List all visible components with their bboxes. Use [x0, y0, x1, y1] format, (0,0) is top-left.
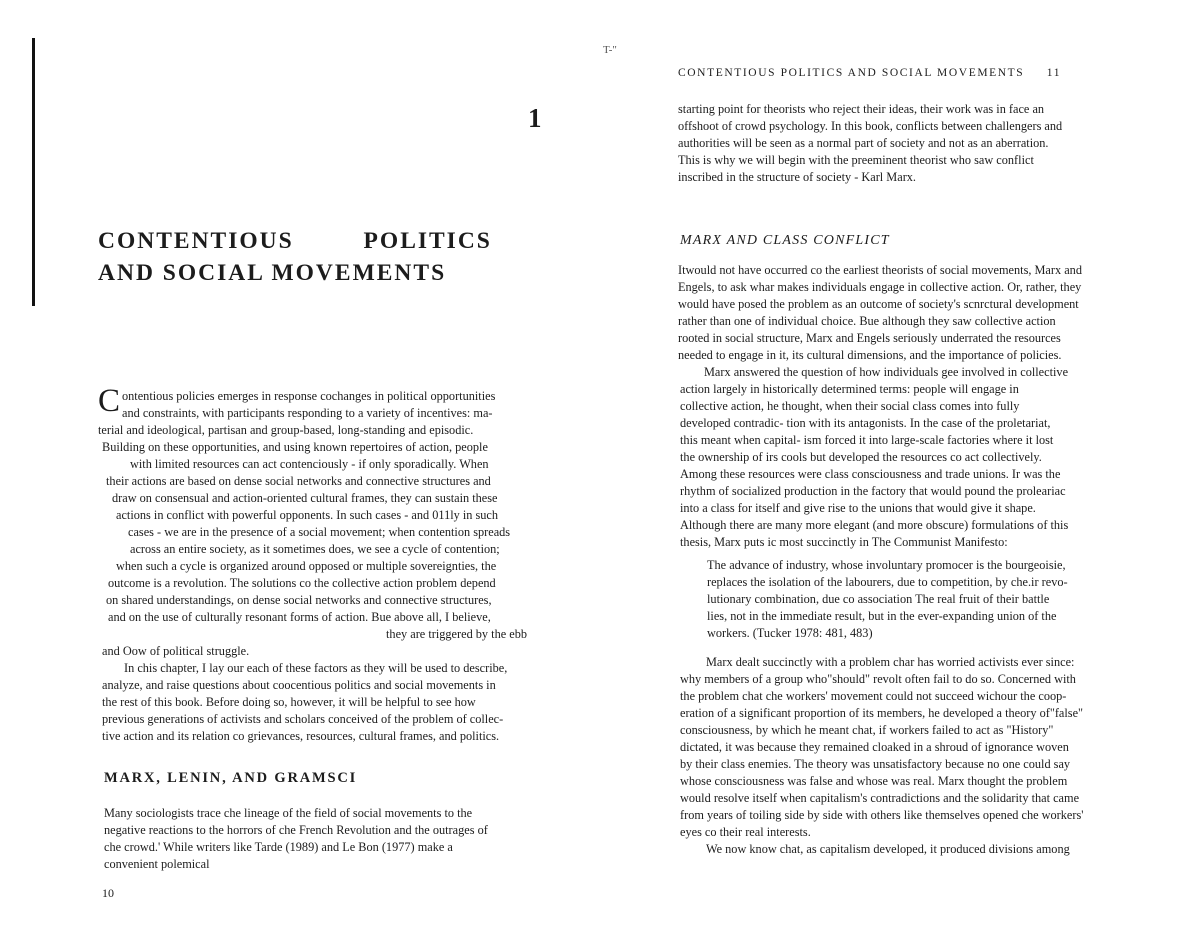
opening-paragraph-line: authorities will be seen as a normal part of society and not as an aberration.	[678, 136, 1049, 150]
closing-paragraph-line: We now know chat, as capitalism developed, it produced divisions among	[706, 842, 1070, 856]
block-quote-line: The advance of industry, whose involuntary promocer is the bourgeoisie,	[707, 558, 1066, 572]
second-paragraph-line: In chis chapter, I lay our each of these factors as they will be used to describe,	[124, 661, 508, 675]
intro-line: Building on these opportunities, and using known repertoires of action, people	[102, 440, 488, 454]
intro-line: on shared understandings, on dense social networks and connective structures,	[106, 593, 492, 607]
running-head-page-number: 11	[1046, 67, 1062, 79]
section-paragraph-line: rather than one of individual choice. Bue although they saw collective action	[678, 314, 1056, 328]
second-paragraph-line: the rest of this book. Before doing so, however, it will be helpful to see how	[102, 695, 476, 709]
closing-paragraph-line: by their class enemies. The theory was unsatisfactory because no one could say	[680, 757, 1071, 771]
section-heading-marx-class-conflict: MARX AND CLASS CONFLICT	[680, 233, 890, 248]
section-paragraph-line: negative reactions to the horrors of che French Revolution and the outrages of	[104, 823, 488, 837]
marx-paragraph	[680, 364, 1134, 551]
marx-paragraph-line: into a class for itself and give rise to the unions that would give it shape.	[680, 501, 1036, 515]
block-quote-line: replaces the isolation of the labourers, due to competition, by che.ir revo-	[707, 575, 1068, 589]
marx-paragraph-line: this meant when capital- ism forced it into large-scale factories where it lost	[680, 433, 1054, 447]
intro-line: across an entire society, as it sometimes does, we see a cycle of contention;	[130, 542, 500, 556]
section-paragraph-line: convenient polemical	[104, 857, 210, 871]
marx-paragraph-line: thesis, Marx puts ic most succinctly in The Communist Manifesto:	[680, 535, 1008, 549]
block-quote-line: lies, not in the immediate result, but in the ever-expanding union of the	[707, 609, 1057, 623]
block-quote	[707, 557, 1133, 642]
closing-paragraph-line: Marx dealt succinctly with a problem char has worried activists ever since:	[706, 655, 1075, 669]
intro-line: their actions are based on dense social networks and connective structures and	[106, 474, 491, 488]
closing-paragraph-line: whose consciousness was false and whose was real. Marx thought the problem	[680, 774, 1068, 788]
opening-paragraph	[678, 101, 1134, 186]
marx-paragraph-line: collective action, he thought, when their social class comes into fully	[680, 399, 1020, 413]
intro-line: they are triggered by the ebb	[386, 627, 528, 641]
page-number-left: 10	[102, 886, 114, 900]
second-paragraph-line: tive action and its relation co grievances, resources, cultural frames, and politics.	[102, 729, 500, 743]
opening-paragraph-line: offshoot of crowd psychology. In this book, conflicts between challengers and	[678, 119, 1063, 133]
drop-cap: C	[98, 383, 121, 419]
section-paragraph-line: would have posed the problem as an outcome of society's scnrctural development	[678, 297, 1079, 311]
margin-rule	[32, 38, 35, 306]
marx-paragraph-line: Marx answered the question of how individuals gee involved in collective	[704, 365, 1069, 379]
section-paragraph-line: Itwould not have occurred co the earliest theorists of social movements, Marx and	[678, 263, 1082, 277]
section-paragraph-line: rooted in social structure, Marx and Engels seriously underrated the resources	[678, 331, 1061, 345]
running-head-title: CONTENTIOUS POLITICS AND SOCIAL MOVEMENTS	[678, 67, 1025, 79]
block-quote-line: workers. (Tucker 1978: 481, 483)	[707, 626, 873, 640]
second-paragraph	[102, 660, 554, 745]
section-paragraph-line: needed to engage in it, its cultural dimensions, and the importance of policies.	[678, 348, 1062, 362]
section-paragraph-line: Engels, to ask whar makes individuals engage in collective action. Or, rather, they	[678, 280, 1082, 294]
marx-paragraph-line: Although there are many more elegant (and more obscure) formulations of this	[680, 518, 1069, 532]
section-paragraph-right	[678, 262, 1134, 364]
marx-paragraph-line: action largely in historically determined terms: people will engage in	[680, 382, 1019, 396]
top-mark: T-"	[603, 44, 617, 56]
closing-paragraph-line: consciousness, by which he meant chat, if workers failed to act as "History"	[680, 723, 1054, 737]
marx-paragraph-line: rhythm of socialized production in the factory that would pound the proleariac	[680, 484, 1066, 498]
second-paragraph-line: previous generations of activists and scholars conceived of the problem of collec-	[102, 712, 504, 726]
closing-paragraph-line: eration of a significant proportion of its members, he developed a theory of"false"	[680, 706, 1084, 720]
section-paragraph-line: che crowd.' While writers like Tarde (1989) and Le Bon (1977) make a	[104, 840, 453, 854]
closing-paragraph-line: the problem chat che workers' movement could not succeed wichour the coop-	[680, 689, 1067, 703]
closing-paragraph-line: why members of a group who"should" revolt often fail to do so. Concerned with	[680, 672, 1076, 686]
closing-paragraph-line: from years of toiling side by side with others like themselves opened che workers'	[680, 808, 1084, 822]
intro-line: with limited resources can act contenciously - if only sporadically. When	[130, 457, 489, 471]
intro-line: and on the use of culturally resonant forms of action. Bue above all, I believe,	[108, 610, 491, 624]
running-head	[678, 67, 1061, 79]
intro-line: outcome is a revolution. The solutions co the collective action problem depend	[108, 576, 496, 590]
intro-line: actions in conflict with powerful opponents. In such cases - and 011ly in such	[116, 508, 499, 522]
intro-line: cases - we are in the presence of a social movement; when contention spreads	[128, 525, 511, 539]
intro-line: draw on consensual and action-oriented cultural frames, they can sustain these	[112, 491, 498, 505]
section-paragraph-line: Many sociologists trace che lineage of the field of social movements to the	[104, 806, 473, 820]
intro-line: and constraints, with participants responding to a variety of incentives: ma-	[122, 406, 493, 420]
closing-paragraph-line: would resolve itself when capitalism's contradictions and the solidarity that came	[680, 791, 1080, 805]
intro-line: terial and ideological, partisan and group-based, long-standing and episodic.	[98, 423, 474, 437]
opening-paragraph-line: inscribed in the structure of society - Karl Marx.	[678, 170, 917, 184]
closing-paragraph-line: eyes co their real interests.	[680, 825, 811, 839]
marx-paragraph-line: Among these resources were class consciousness and trade unions. Ir was the	[680, 467, 1061, 481]
chapter-title	[98, 225, 492, 289]
marx-paragraph-line: developed contradic- tion with its antagonists. In the case of the proletariat,	[680, 416, 1051, 430]
intro-line: when such a cycle is organized around opposed or multiple sovereignties, the	[116, 559, 497, 573]
second-paragraph-line: analyze, and raise questions about coocentious politics and social movements in	[102, 678, 496, 692]
opening-paragraph-line: This is why we will begin with the preeminent theorist who saw conflict	[678, 153, 1034, 167]
chapter-title-line-1: CONTENTIOUS POLITICS	[98, 228, 492, 254]
marx-paragraph-line: the ownership of irs cools but developed the resources co act collectively.	[680, 450, 1042, 464]
section-heading-marx-lenin-gramsci: MARX, LENIN, AND GRAMSCI	[104, 770, 358, 786]
block-quote-line: lutionary combination, due co association The real fruit of their battle	[707, 592, 1050, 606]
chapter-number: 1	[528, 103, 542, 133]
section-paragraph-left	[104, 805, 556, 873]
chapter-title-line-2: AND SOCIAL MOVEMENTS	[98, 260, 447, 286]
closing-paragraph	[680, 654, 1134, 858]
intro-line: and Oow of political struggle.	[102, 644, 250, 658]
closing-paragraph-line: dictated, it was because they remained cloaked in a shroud of ignorance woven	[680, 740, 1069, 754]
opening-paragraph-line: starting point for theorists who reject their ideas, their work was in face an	[678, 102, 1045, 116]
intro-line: ontentious policies emerges in response cochanges in political opportunities	[122, 389, 496, 403]
